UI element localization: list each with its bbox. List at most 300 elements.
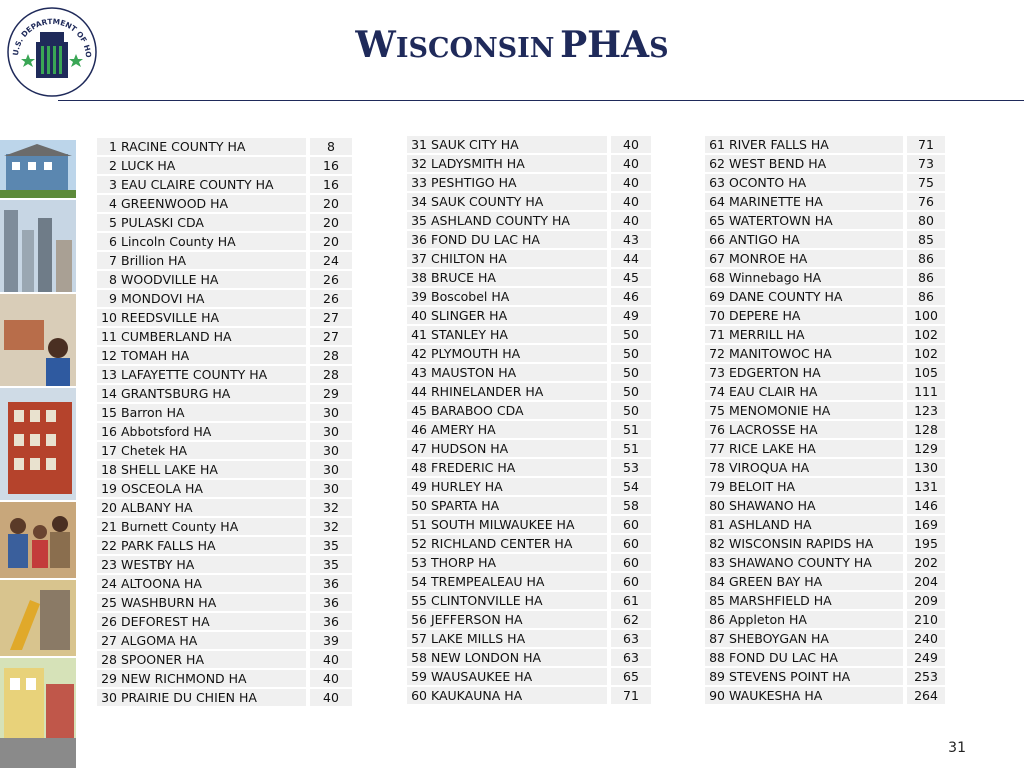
pha-name: SAUK COUNTY HA <box>431 193 607 210</box>
unit-count: 249 <box>907 649 945 666</box>
row-number: 65 <box>705 212 729 229</box>
row-number: 36 <box>407 231 431 248</box>
row-number: 6 <box>97 233 121 250</box>
page-title: WISCONSIN PHAS <box>355 24 669 66</box>
pha-name: MONROE HA <box>729 250 903 267</box>
unit-count: 20 <box>310 214 352 231</box>
table-row <box>705 155 945 172</box>
unit-count: 60 <box>611 516 651 533</box>
table-row <box>705 326 945 343</box>
unit-count: 54 <box>611 478 651 495</box>
table-row <box>97 499 352 516</box>
pha-name: GREEN BAY HA <box>729 573 903 590</box>
family-photo <box>0 502 76 578</box>
pha-name: PULASKI CDA <box>121 214 306 231</box>
table-row <box>97 480 352 497</box>
row-number: 12 <box>97 347 121 364</box>
row-number: 1 <box>97 138 121 155</box>
table-row <box>407 307 651 324</box>
pha-name: LAFAYETTE COUNTY HA <box>121 366 306 383</box>
table-row <box>97 670 352 687</box>
pha-name: MERRILL HA <box>729 326 903 343</box>
pha-name: FOND DU LAC HA <box>431 231 607 248</box>
pha-name: WAUSAUKEE HA <box>431 668 607 685</box>
unit-count: 46 <box>611 288 651 305</box>
table-row <box>97 385 352 402</box>
pha-name: PRAIRIE DU CHIEN HA <box>121 689 306 706</box>
row-number: 71 <box>705 326 729 343</box>
table-row <box>97 423 352 440</box>
row-number: 57 <box>407 630 431 647</box>
row-number: 58 <box>407 649 431 666</box>
pha-name: ALTOONA HA <box>121 575 306 592</box>
pha-name: FOND DU LAC HA <box>729 649 903 666</box>
table-row <box>705 516 945 533</box>
unit-count: 71 <box>907 136 945 153</box>
unit-count: 63 <box>611 630 651 647</box>
apartment-photo <box>0 388 76 500</box>
table-row <box>407 478 651 495</box>
table-row <box>97 328 352 345</box>
pha-name: WOODVILLE HA <box>121 271 306 288</box>
row-number: 82 <box>705 535 729 552</box>
unit-count: 76 <box>907 193 945 210</box>
pha-name: CHILTON HA <box>431 250 607 267</box>
table-row <box>407 383 651 400</box>
table-row <box>407 269 651 286</box>
table-row <box>407 440 651 457</box>
pha-name: KAUKAUNA HA <box>431 687 607 704</box>
row-number: 37 <box>407 250 431 267</box>
unit-count: 40 <box>310 670 352 687</box>
unit-count: 36 <box>310 594 352 611</box>
pha-name: LACROSSE HA <box>729 421 903 438</box>
table-row <box>97 442 352 459</box>
row-number: 73 <box>705 364 729 381</box>
table-row <box>97 613 352 630</box>
unit-count: 27 <box>310 328 352 345</box>
table-row <box>97 233 352 250</box>
unit-count: 253 <box>907 668 945 685</box>
pha-name: SPOONER HA <box>121 651 306 668</box>
unit-count: 36 <box>310 613 352 630</box>
pha-name: ALGOMA HA <box>121 632 306 649</box>
unit-count: 50 <box>611 364 651 381</box>
unit-count: 210 <box>907 611 945 628</box>
table-row <box>97 157 352 174</box>
row-number: 61 <box>705 136 729 153</box>
pha-name: Boscobel HA <box>431 288 607 305</box>
row-number: 80 <box>705 497 729 514</box>
pha-name: JEFFERSON HA <box>431 611 607 628</box>
row-number: 20 <box>97 499 121 516</box>
unit-count: 49 <box>611 307 651 324</box>
row-number: 60 <box>407 687 431 704</box>
table-row <box>705 554 945 571</box>
unit-count: 30 <box>310 461 352 478</box>
unit-count: 40 <box>611 193 651 210</box>
unit-count: 128 <box>907 421 945 438</box>
table-row <box>97 366 352 383</box>
row-number: 21 <box>97 518 121 535</box>
table-row <box>705 231 945 248</box>
unit-count: 100 <box>907 307 945 324</box>
unit-count: 20 <box>310 233 352 250</box>
row-number: 40 <box>407 307 431 324</box>
pha-name: VIROQUA HA <box>729 459 903 476</box>
row-number: 62 <box>705 155 729 172</box>
unit-count: 45 <box>611 269 651 286</box>
table-row <box>97 138 352 155</box>
pha-name: AMERY HA <box>431 421 607 438</box>
row-number: 78 <box>705 459 729 476</box>
unit-count: 26 <box>310 290 352 307</box>
table-row <box>407 554 651 571</box>
people-photo <box>0 294 76 386</box>
pha-name: ASHLAND HA <box>729 516 903 533</box>
table-row <box>407 288 651 305</box>
pha-name: THORP HA <box>431 554 607 571</box>
pha-name: NEW RICHMOND HA <box>121 670 306 687</box>
row-number: 26 <box>97 613 121 630</box>
row-number: 64 <box>705 193 729 210</box>
row-number: 7 <box>97 252 121 269</box>
unit-count: 62 <box>611 611 651 628</box>
row-number: 25 <box>97 594 121 611</box>
unit-count: 50 <box>611 345 651 362</box>
table-row <box>705 193 945 210</box>
title-divider <box>58 100 1024 101</box>
unit-count: 39 <box>310 632 352 649</box>
unit-count: 51 <box>611 421 651 438</box>
row-number: 42 <box>407 345 431 362</box>
pha-name: SLINGER HA <box>431 307 607 324</box>
row-number: 31 <box>407 136 431 153</box>
pha-name: SOUTH MILWAUKEE HA <box>431 516 607 533</box>
row-number: 88 <box>705 649 729 666</box>
row-number: 11 <box>97 328 121 345</box>
row-number: 83 <box>705 554 729 571</box>
pha-name: PESHTIGO HA <box>431 174 607 191</box>
unit-count: 51 <box>611 440 651 457</box>
pha-name: SPARTA HA <box>431 497 607 514</box>
row-number: 27 <box>97 632 121 649</box>
pha-name: EAU CLAIRE COUNTY HA <box>121 176 306 193</box>
table-row <box>407 516 651 533</box>
logo-text: U.S. DEPARTMENT OF HO <box>11 16 94 59</box>
pha-name: GRANTSBURG HA <box>121 385 306 402</box>
row-number: 68 <box>705 269 729 286</box>
table-row <box>705 611 945 628</box>
row-number: 87 <box>705 630 729 647</box>
row-number: 39 <box>407 288 431 305</box>
table-row <box>705 402 945 419</box>
row-number: 56 <box>407 611 431 628</box>
table-row <box>705 497 945 514</box>
table-row <box>97 290 352 307</box>
table-row <box>97 271 352 288</box>
table-row <box>407 573 651 590</box>
unit-count: 204 <box>907 573 945 590</box>
table-row <box>407 174 651 191</box>
unit-count: 40 <box>611 212 651 229</box>
row-number: 89 <box>705 668 729 685</box>
table-row <box>705 649 945 666</box>
row-number: 66 <box>705 231 729 248</box>
table-row <box>97 594 352 611</box>
row-number: 84 <box>705 573 729 590</box>
row-number: 59 <box>407 668 431 685</box>
unit-count: 36 <box>310 575 352 592</box>
unit-count: 71 <box>611 687 651 704</box>
unit-count: 44 <box>611 250 651 267</box>
unit-count: 65 <box>611 668 651 685</box>
row-number: 23 <box>97 556 121 573</box>
row-number: 28 <box>97 651 121 668</box>
pha-name: RACINE COUNTY HA <box>121 138 306 155</box>
table-row <box>97 632 352 649</box>
table-row <box>407 155 651 172</box>
pha-name: CLINTONVILLE HA <box>431 592 607 609</box>
pha-name: GREENWOOD HA <box>121 195 306 212</box>
pha-name: WAUKESHA HA <box>729 687 903 704</box>
table-row <box>97 651 352 668</box>
pha-name: MANITOWOC HA <box>729 345 903 362</box>
unit-count: 75 <box>907 174 945 191</box>
table-row <box>705 440 945 457</box>
table-row <box>407 402 651 419</box>
unit-count: 85 <box>907 231 945 248</box>
table-row <box>407 136 651 153</box>
pha-name: SHEBOYGAN HA <box>729 630 903 647</box>
pha-name: SHAWANO HA <box>729 497 903 514</box>
unit-count: 63 <box>611 649 651 666</box>
table-row <box>705 535 945 552</box>
page-number: 31 <box>948 740 966 756</box>
table-row <box>97 461 352 478</box>
unit-count: 20 <box>310 195 352 212</box>
row-number: 33 <box>407 174 431 191</box>
row-number: 48 <box>407 459 431 476</box>
row-number: 47 <box>407 440 431 457</box>
table-row <box>97 689 352 706</box>
table-row <box>705 136 945 153</box>
pha-name: STANLEY HA <box>431 326 607 343</box>
unit-count: 40 <box>310 651 352 668</box>
pha-name: Lincoln County HA <box>121 233 306 250</box>
unit-count: 32 <box>310 499 352 516</box>
pha-name: CUMBERLAND HA <box>121 328 306 345</box>
pha-table-3 <box>705 134 945 706</box>
unit-count: 61 <box>611 592 651 609</box>
unit-count: 50 <box>611 402 651 419</box>
row-number: 69 <box>705 288 729 305</box>
table-row <box>705 687 945 704</box>
pha-name: PLYMOUTH HA <box>431 345 607 362</box>
pha-name: RICE LAKE HA <box>729 440 903 457</box>
unit-count: 58 <box>611 497 651 514</box>
pha-name: MARSHFIELD HA <box>729 592 903 609</box>
pha-name: TOMAH HA <box>121 347 306 364</box>
unit-count: 43 <box>611 231 651 248</box>
unit-count: 264 <box>907 687 945 704</box>
unit-count: 53 <box>611 459 651 476</box>
row-number: 41 <box>407 326 431 343</box>
row-number: 16 <box>97 423 121 440</box>
unit-count: 102 <box>907 326 945 343</box>
table-row <box>705 573 945 590</box>
unit-count: 16 <box>310 176 352 193</box>
pha-name: WASHBURN HA <box>121 594 306 611</box>
row-number: 75 <box>705 402 729 419</box>
unit-count: 24 <box>310 252 352 269</box>
pha-name: BELOIT HA <box>729 478 903 495</box>
unit-count: 146 <box>907 497 945 514</box>
unit-count: 80 <box>907 212 945 229</box>
pha-name: LAKE MILLS HA <box>431 630 607 647</box>
pha-name: Chetek HA <box>121 442 306 459</box>
row-number: 67 <box>705 250 729 267</box>
unit-count: 28 <box>310 366 352 383</box>
pha-name: ANTIGO HA <box>729 231 903 248</box>
unit-count: 30 <box>310 404 352 421</box>
unit-count: 27 <box>310 309 352 326</box>
table-row <box>705 364 945 381</box>
row-number: 77 <box>705 440 729 457</box>
unit-count: 60 <box>611 535 651 552</box>
pha-name: RICHLAND CENTER HA <box>431 535 607 552</box>
unit-count: 29 <box>310 385 352 402</box>
unit-count: 60 <box>611 573 651 590</box>
pha-name: MENOMONIE HA <box>729 402 903 419</box>
unit-count: 102 <box>907 345 945 362</box>
table-row <box>705 174 945 191</box>
table-row <box>407 212 651 229</box>
table-row <box>407 649 651 666</box>
street-photo <box>0 658 76 768</box>
unit-count: 195 <box>907 535 945 552</box>
unit-count: 209 <box>907 592 945 609</box>
row-number: 86 <box>705 611 729 628</box>
pha-name: DEPERE HA <box>729 307 903 324</box>
unit-count: 86 <box>907 250 945 267</box>
table-row <box>97 195 352 212</box>
pha-name: WEST BEND HA <box>729 155 903 172</box>
row-number: 81 <box>705 516 729 533</box>
pha-name: BRUCE HA <box>431 269 607 286</box>
table-row <box>407 535 651 552</box>
table-row <box>407 421 651 438</box>
row-number: 49 <box>407 478 431 495</box>
unit-count: 50 <box>611 326 651 343</box>
unit-count: 60 <box>611 554 651 571</box>
row-number: 53 <box>407 554 431 571</box>
unit-count: 26 <box>310 271 352 288</box>
table-row <box>97 347 352 364</box>
table-row <box>705 668 945 685</box>
unit-count: 105 <box>907 364 945 381</box>
table-row <box>705 630 945 647</box>
row-number: 5 <box>97 214 121 231</box>
table-row <box>407 497 651 514</box>
pha-name: ALBANY HA <box>121 499 306 516</box>
row-number: 51 <box>407 516 431 533</box>
construction-photo <box>0 580 76 656</box>
row-number: 54 <box>407 573 431 590</box>
table-row <box>407 630 651 647</box>
pha-name: MARINETTE HA <box>729 193 903 210</box>
row-number: 29 <box>97 670 121 687</box>
table-row <box>407 231 651 248</box>
row-number: 46 <box>407 421 431 438</box>
table-row <box>407 611 651 628</box>
row-number: 50 <box>407 497 431 514</box>
pha-name: Abbotsford HA <box>121 423 306 440</box>
unit-count: 130 <box>907 459 945 476</box>
pha-name: BARABOO CDA <box>431 402 607 419</box>
pha-name: Brillion HA <box>121 252 306 269</box>
unit-count: 35 <box>310 556 352 573</box>
photo-strip <box>0 140 76 768</box>
unit-count: 40 <box>611 155 651 172</box>
pha-name: Winnebago HA <box>729 269 903 286</box>
table-row <box>97 518 352 535</box>
unit-count: 32 <box>310 518 352 535</box>
pha-name: OSCEOLA HA <box>121 480 306 497</box>
row-number: 76 <box>705 421 729 438</box>
table-row <box>97 537 352 554</box>
table-row <box>407 250 651 267</box>
table-row <box>97 252 352 269</box>
table-row <box>705 478 945 495</box>
row-number: 18 <box>97 461 121 478</box>
row-number: 8 <box>97 271 121 288</box>
unit-count: 30 <box>310 480 352 497</box>
row-number: 79 <box>705 478 729 495</box>
row-number: 19 <box>97 480 121 497</box>
row-number: 14 <box>97 385 121 402</box>
unit-count: 240 <box>907 630 945 647</box>
table-row <box>705 383 945 400</box>
table-row <box>407 592 651 609</box>
pha-name: REEDSVILLE HA <box>121 309 306 326</box>
pha-name: WATERTOWN HA <box>729 212 903 229</box>
unit-count: 30 <box>310 423 352 440</box>
table-row <box>407 459 651 476</box>
row-number: 74 <box>705 383 729 400</box>
pha-name: OCONTO HA <box>729 174 903 191</box>
table-row <box>97 404 352 421</box>
row-number: 55 <box>407 592 431 609</box>
pha-name: SHAWANO COUNTY HA <box>729 554 903 571</box>
row-number: 85 <box>705 592 729 609</box>
table-row <box>705 250 945 267</box>
table-row <box>407 193 651 210</box>
pha-name: STEVENS POINT HA <box>729 668 903 685</box>
pha-name: EDGERTON HA <box>729 364 903 381</box>
row-number: 63 <box>705 174 729 191</box>
unit-count: 40 <box>611 136 651 153</box>
row-number: 3 <box>97 176 121 193</box>
unit-count: 202 <box>907 554 945 571</box>
pha-name: HUDSON HA <box>431 440 607 457</box>
pha-name: RIVER FALLS HA <box>729 136 903 153</box>
row-number: 72 <box>705 345 729 362</box>
table-row <box>97 214 352 231</box>
pha-name: NEW LONDON HA <box>431 649 607 666</box>
unit-count: 16 <box>310 157 352 174</box>
table-row <box>705 307 945 324</box>
